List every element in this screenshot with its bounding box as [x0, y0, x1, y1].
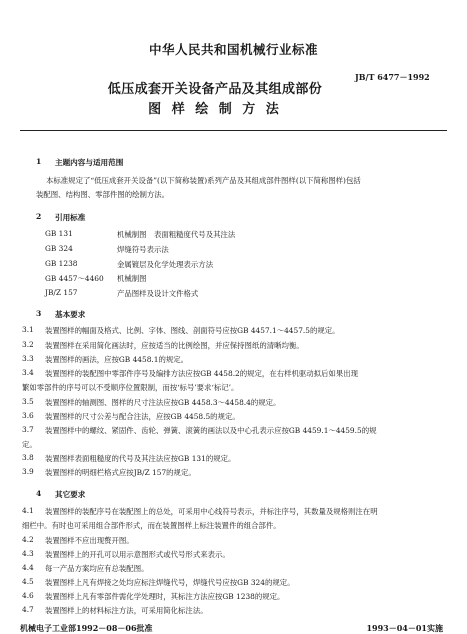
clause-text: 装置图样的装配图中零部件序号及编排方法应按GB 4458.2的规定，在右样机驱动拟后如果出现: [45, 369, 359, 378]
clause-text: 装置图样表面粗糙度的代号及其注法应按GB 131的规定。: [45, 454, 236, 463]
reference-code: GB 1238: [45, 259, 78, 268]
reference-code: GB 4457～4460: [45, 274, 104, 283]
clause-text-continued: 定。: [22, 440, 37, 449]
reference-title: 金属镀层及化学处理表示方法: [117, 260, 214, 269]
clause-number: 3.3: [22, 354, 34, 363]
reference-title: 产品图样及设计文件格式: [117, 289, 199, 298]
clause-text: 装置图样在采用简化画法时，应按适当的比例绘图，并应保持图纸的清晰均衡。: [45, 341, 304, 350]
clause-text: 每一产品方案均应有总装配图。: [45, 564, 149, 573]
reference-code: GB 131: [45, 229, 73, 238]
clause-number: 3.4: [22, 368, 34, 377]
clause-number: 3.6: [22, 411, 34, 420]
clause-number: 4.4: [22, 563, 34, 572]
clause-text: 装置图样的轴测图、图样的尺寸注法应按GB 4458.3～4458.4的规定。: [45, 398, 281, 407]
clause-text-continued: 细栏中。有时也可采用组合部件形式，而在装置图样上标注装置件的组合部件。: [22, 521, 281, 530]
clause-number: 3.2: [22, 340, 34, 349]
clause-text: 装置图样的幅面及格式、比例、字体、图线、剖面符号应按GB 4457.1～4457.5的规定。: [45, 326, 340, 335]
clause-number: 4.3: [22, 549, 34, 558]
reference-code: GB 324: [45, 244, 73, 253]
clause-text: 装置图样的尺寸公差与配合注法，应按GB 4458.5的规定。: [45, 412, 240, 421]
section1-heading: 主题内容与适用范围: [55, 158, 124, 167]
section2-number: 2: [36, 212, 42, 221]
reference-code: JB/Z 157: [45, 288, 78, 297]
clause-number: 3.8: [22, 453, 34, 462]
clause-text: 装置图样的装配序号在装配图上的总处，可采用中心线符号表示，并标注序号，其数量及规格则注在明: [45, 507, 378, 516]
clause-text: 装置图样不应出现赘开图。: [45, 536, 134, 545]
section1-paragraph-line: 本标准规定了“低压成套开关设备”(以下简称装置)系列产品及其组成部件图样(以下简称图样)包括: [46, 176, 361, 185]
reference-title: 焊缝符号表示法: [117, 245, 169, 254]
title-divider: [20, 130, 447, 131]
clause-text: 装置图样的明细栏格式应按JB/Z 157的规定。: [45, 468, 196, 477]
implementation-footer: 1993－04－01实施: [366, 623, 443, 633]
clause-number: 4.7: [22, 605, 34, 614]
clause-number: 4.5: [22, 577, 34, 586]
section1-paragraph-line: 装配图、结构图、零部件图的绘制方法。: [36, 190, 170, 199]
section4-heading: 其它要求: [55, 490, 86, 499]
clause-text: 装置图样的画法，应按GB 4458.1的规定。: [45, 355, 189, 364]
clause-text-continued: 繁如零部件的序号可以不受顺序位置限制，而按‘标号’要求‘标记’。: [22, 383, 239, 392]
approval-footer: 机械电子工业部1992－08－06批准: [20, 623, 153, 633]
document-title-line2: 图 样 绘 制 方 法: [148, 102, 282, 117]
section3-number: 3: [36, 309, 42, 318]
clause-number: 3.7: [22, 425, 34, 434]
section4-number: 4: [36, 489, 42, 498]
clause-text: 装置图样上的材料标注方法，可采用简化标注法。: [45, 606, 208, 615]
clause-text: 装置图样上的开孔可以用示意图形式或代号形式来表示。: [45, 550, 230, 559]
standard-number: JB/T 6477－1992: [355, 72, 430, 82]
clause-number: 4.1: [22, 506, 34, 515]
clause-number: 3.9: [22, 467, 34, 476]
clause-number: 3.5: [22, 397, 34, 406]
clause-number: 4.2: [22, 535, 34, 544]
section2-heading: 引用标准: [55, 213, 86, 222]
section3-heading: 基本要求: [55, 310, 86, 319]
section1-number: 1: [36, 157, 42, 166]
clause-text: 装置图样中的螺纹、紧固件、齿轮、弹簧、滚簧的画法以及中心孔表示应按GB 4459.1～4459.5的规: [45, 426, 377, 435]
document-title-line1: 低压成套开关设备产品及其组成部份: [107, 82, 323, 97]
clause-number: 3.1: [22, 325, 34, 334]
clause-text: 装置图样上凡有零部件需化学处理时，其标注方法应按GB 1238的规定。: [45, 592, 285, 601]
standard-body-header: 中华人民共和国机械行业标准: [148, 42, 318, 57]
reference-title: 机械制图 表面粗糙度代号及其注法: [117, 230, 236, 239]
reference-title: 机械制图: [117, 274, 147, 283]
clause-number: 4.6: [22, 591, 34, 600]
clause-text: 装置图样上凡有焊接之处均应标注焊缝代号，焊缝代号应按GB 324的规定。: [45, 578, 295, 587]
